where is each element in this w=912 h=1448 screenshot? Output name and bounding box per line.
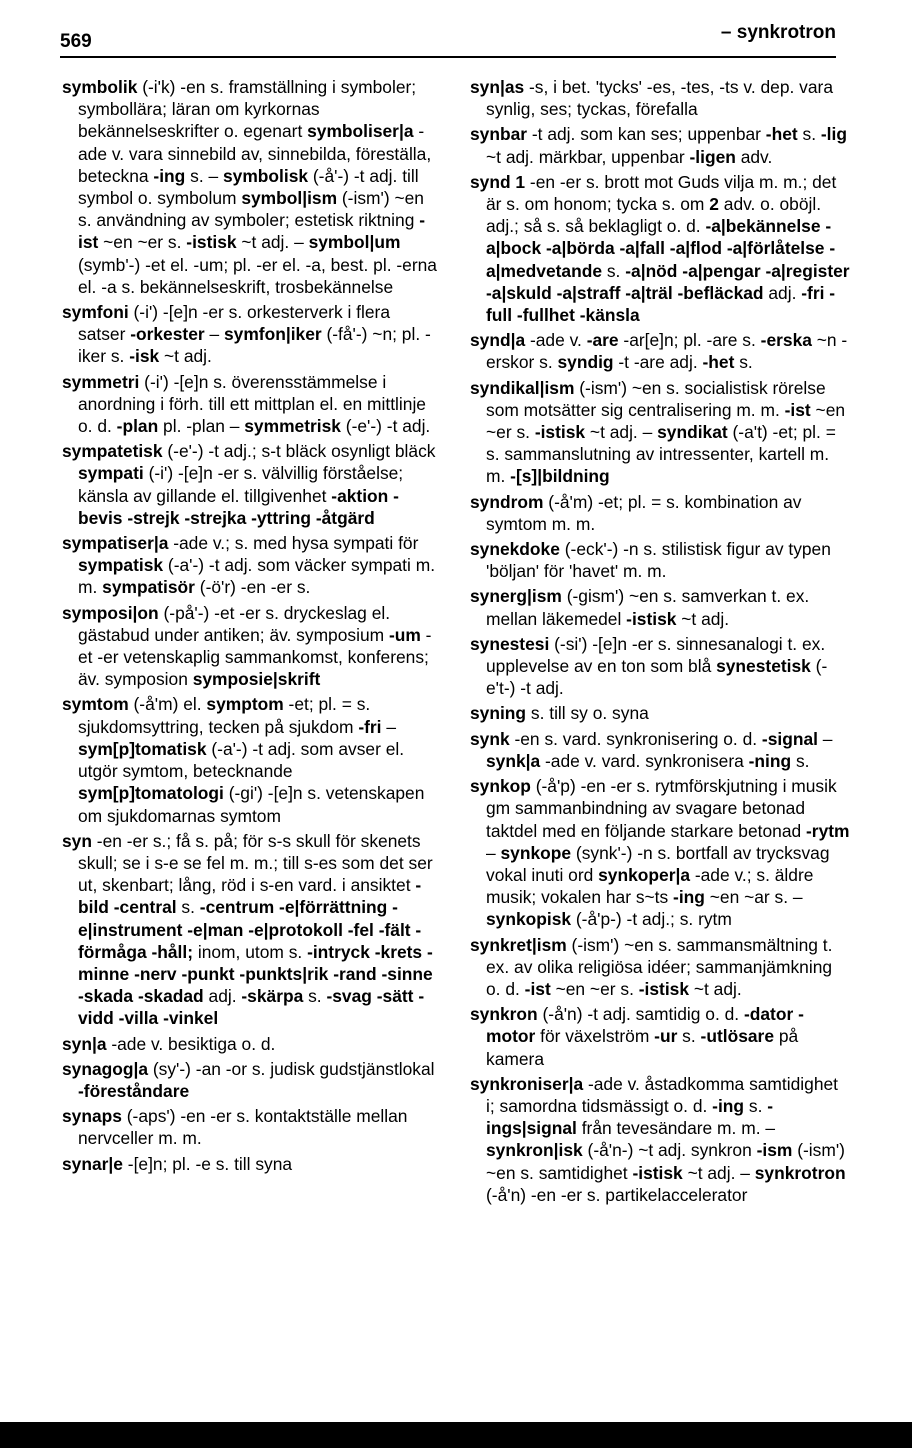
dictionary-entry: syndikal|ism (-ism') ~en s. socialistisk rörelse som motsätter sig centralisering m. m. -ist ~en ~er s. -istisk ~t adj. – syndikat (-a't) -et; pl. = s. sammanslutning av intressenter, kartell m. m. -[s]|bildning — [470, 377, 846, 487]
running-head: – synkrotron — [720, 22, 836, 43]
page-number: 569 — [60, 31, 92, 52]
dictionary-entry: synk -en s. vard. synkronisering o. d. -signal – synk|a -ade v. vard. synkronisera -ning s. — [470, 728, 833, 771]
dictionary-entry: syndrom (-å'm) -et; pl. = s. kombination av symtom m. m. — [470, 491, 802, 534]
dictionary-entry: syning s. till sy o. syna — [470, 703, 649, 724]
dictionary-entry: sympatetisk (-e'-) -t adj.; s-t bläck osynligt bläck sympati (-i') -[e]n -er s. välvillig förståelse; känsla av gillande el. tillgivenhet -aktion -bevis -strejk -strejka -yttring -åtgärd — [62, 441, 436, 528]
dictionary-entry: synaps (-aps') -en -er s. kontaktställe mellan nervceller m. m. — [62, 1106, 408, 1149]
dictionary-entry: synekdoke (-eck'-) -n s. stilistisk figur av typen 'böljan' för 'havet' m. m. — [470, 539, 831, 582]
dictionary-entry: synar|e -[e]n; pl. -e s. till syna — [62, 1153, 293, 1174]
dictionary-entry: symmetri (-i') -[e]n s. överensstämmelse i anordning i förh. till ett mittplan el. en mittlinje o. d. -plan pl. -plan – symmetrisk (-e'-) -t adj. — [62, 371, 431, 437]
dictionary-entry: symbolik (-i'k) -en s. framställning i symboler; symbollära; läran om kyrkornas bekännelseskrifter o. egenart symboliser|a -ade v. vara sinnebild av, sinnebilda, föreställa, beteckna -ing s. – symbolisk (-å'-) -t adj. till symbol o. symbolum symbol|ism (-ism') ~en s. användning av symboler; estetisk riktning -ist ~en ~er s. -istisk ~t adj. – symbol|um (symb'-) -et el. -um; pl. -er el. -a, best. pl. -erna el. -a s. bekännelseskrift, trosbekännelse — [62, 77, 437, 297]
dictionary-entry: synd|a -ade v. -are -ar[e]n; pl. -are s. -erska ~n -erskor s. syndig -t -are adj. -het s. — [470, 330, 848, 373]
right-column — [470, 76, 850, 1209]
dictionary-entry: synbar -t adj. som kan ses; uppenbar -het s. -lig ~t adj. märkbar, uppenbar -ligen adv. — [470, 124, 847, 167]
dictionary-entry: synd 1 -en -er s. brott mot Guds vilja m. m.; det är s. om honom; tycka s. om 2 adv. o. oböjl. adj.; så s. så beklagligt o. d. -a|bekännelse -a|bock -a|börda -a|fall -a|flod -a|förlåtelse -a|medvetande s. -a|nöd -a|pengar -a|register -a|skuld -a|straff -a|träl -befläckad adj. -fri -full -fullhet -känsla — [470, 171, 850, 326]
dictionary-entry: symtom (-å'm) el. symptom -et; pl. = s. sjukdomsyttring, tecken på sjukdom -fri – sym[p]tomatisk (-a'-) -t adj. som avser el. utgör symtom, betecknande sym[p]tomatologi (-gi') -[e]n s. vetenskapen om sjukdomarnas symtom — [62, 694, 425, 826]
dictionary-entry: symfoni (-i') -[e]n -er s. orkesterverk i flera satser -orkester – symfon|iker (-få'-) ~n; pl. -iker s. -isk ~t adj. — [62, 302, 431, 367]
dictionary-entry: synagog|a (sy'-) -an -or s. judisk gudstjänstlokal -föreståndare — [62, 1058, 435, 1101]
dictionary-entry: syn -en -er s.; få s. på; för s-s skull för skenets skull; se i s-e se fel m. m.; till s-es som det ser ut, skenbart; lång, röd i s-en vard. i ansiktet -bild -central s. -centrum -e|förrättning -e|instrument -e|man -e|protokoll -fel -fält -förmåga -håll; inom, utom s. -intryck -krets -minne -nerv -punkt -punkts|rik -rand -sinne -skada -skadad adj. -skärpa s. -svag -sätt -vidd -villa -vinkel — [62, 830, 433, 1029]
dictionary-entry: syn|as -s, i bet. 'tycks' -es, -tes, -ts v. dep. vara synlig, ses; tyckas, förefalla — [470, 77, 833, 120]
left-column — [62, 76, 442, 1178]
dictionary-entry: synkop (-å'p) -en -er s. rytmförskjutning i musik gm sammanbindning av svagare betonad taktdel med en följande starkare betonad -rytm – synkope (synk'-) -n s. bortfall av trycksvag vokal inuti ord synkoper|a -ade v.; s. äldre musik; vokalen har s~ts -ing ~en ~ar s. – synkopisk (-å'p-) -t adj.; s. rytm — [470, 776, 850, 930]
dictionary-entry: sympatiser|a -ade v.; s. med hysa sympati för sympatisk (-a'-) -t adj. som väcker sympati m. m. sympatisör (-ö'r) -en -er s. — [62, 533, 436, 598]
bottom-border — [0, 1422, 912, 1448]
header-rule — [60, 56, 836, 58]
dictionary-entry: synkret|ism (-ism') ~en s. sammansmältning t. ex. av olika religiösa idéer; sammanjämkning o. d. -ist ~en ~er s. -istisk ~t adj. — [470, 934, 833, 999]
dictionary-entry: syn|a -ade v. besiktiga o. d. — [62, 1033, 276, 1054]
dictionary-entry: symposi|on (-på'-) -et -er s. dryckeslag el. gästabud under antiken; äv. symposium -um -et -er vetenskaplig sammankomst, konferens; äv. symposion symposie|skrift — [62, 602, 432, 690]
dictionary-entry: synkroniser|a -ade v. åstadkomma samtidighet i; samordna tidsmässigt o. d. -ing s. -ings|signal från tevesändare m. m. – synkron|isk (-å'n-) ~t adj. synkron -ism (-ism') ~en s. samtidighet -istisk ~t adj. – synkrotron (-å'n) -en -er s. partikelaccelerator — [470, 1073, 846, 1205]
dictionary-entry: synerg|ism (-gism') ~en s. samverkan t. ex. mellan läkemedel -istisk ~t adj. — [470, 586, 810, 629]
dictionary-entry: synkron (-å'n) -t adj. samtidig o. d. -dator -motor för växelström -ur s. -utlösare på kamera — [470, 1004, 804, 1069]
dictionary-entry: synestesi (-si') -[e]n -er s. sinnesanalogi t. ex. upplevelse av en ton som blå synestetisk (-e't-) -t adj. — [470, 633, 828, 699]
